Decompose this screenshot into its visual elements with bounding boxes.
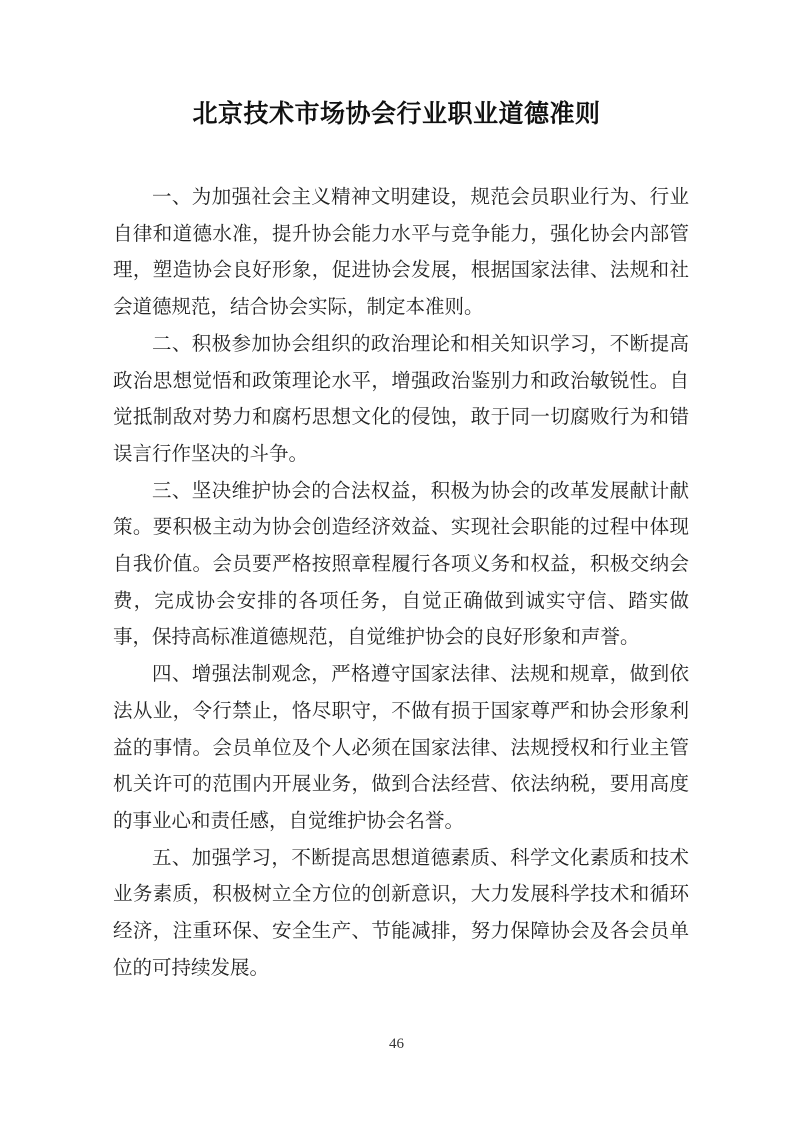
paragraph: 二、积极参加协会组织的政治理论和相关知识学习，不断提高政治思想觉悟和政策理论水平，增强政治鉴别力和政治敏锐性。自觉抵制敌对势力和腐朽思想文化的侵蚀，敢于同一切腐败行为和错误言行作坚决的斗争。 xyxy=(113,333,689,465)
paragraph: 五、加强学习，不断提高思想道德素质、科学文化素质和技术业务素质，积极树立全方位的创新意识，大力发展科学技术和循环经济，注重环保、安全生产、节能减排，努力保障协会及各会员单位的可持续发展。 xyxy=(113,847,689,979)
paragraph: 一、为加强社会主义精神文明建设，规范会员职业行为、行业自律和道德水准，提升协会能力水平与竞争能力，强化协会内部管理，塑造协会良好形象，促进协会发展，根据国家法律、法规和社会道德规范，结合协会实际，制定本准则。 xyxy=(113,187,689,319)
document-title: 北京技术市场协会行业职业道德准则 xyxy=(192,101,601,128)
paragraph: 四、增强法制观念，严格遵守国家法律、法规和规章，做到依法从业，令行禁止，恪尽职守，不做有损于国家尊严和协会形象利益的事情。会员单位及个人必须在国家法律、法规授权和行业主管机关许可的范围内开展业务，做到合法经营、依法纳税，要用高度的事业心和责任感，自觉维护协会名誉。 xyxy=(113,664,689,832)
document-body xyxy=(113,180,689,987)
page-number: 46 xyxy=(389,1036,404,1052)
paragraph: 三、坚决维护协会的合法权益，积极为协会的改革发展献计献策。要积极主动为协会创造经济效益、实现社会职能的过程中体现自我价值。会员要严格按照章程履行各项义务和权益，积极交纳会费，完成协会安排的各项任务，自觉正确做到诚实守信、踏实做事，保持高标准道德规范，自觉维护协会的良好形象和声誉。 xyxy=(113,480,689,649)
